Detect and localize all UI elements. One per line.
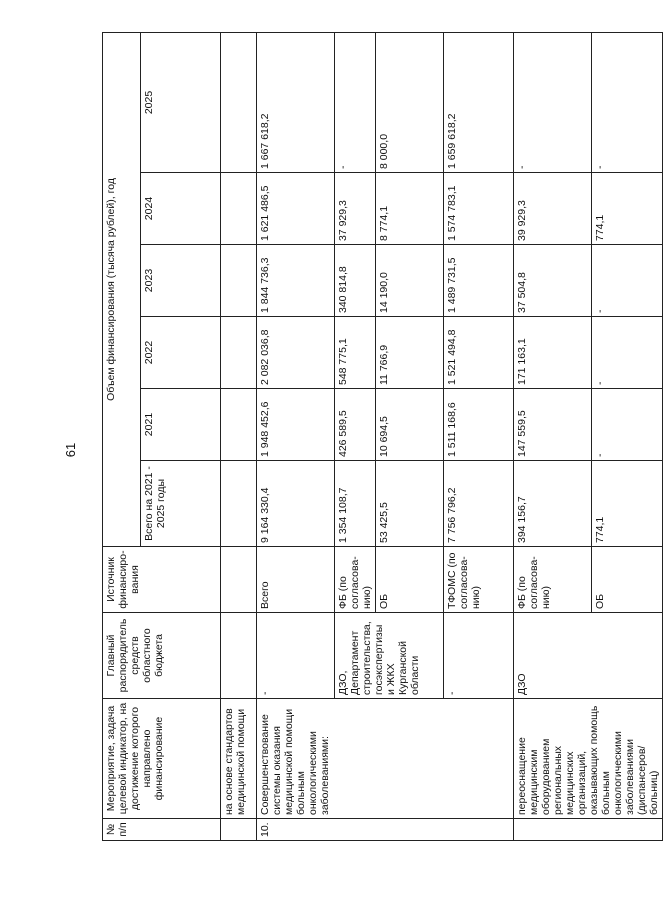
- rotated-page: [102, 33, 660, 841]
- value-cell: 2 082 036,8: [257, 317, 335, 389]
- col-year-2024: 2024: [141, 173, 221, 245]
- value-cell: 774,1: [592, 173, 663, 245]
- source-cell: Всего: [257, 547, 335, 613]
- table-row: [221, 32, 257, 840]
- source-cell: ТФОМС (по согласова-нию): [444, 547, 514, 613]
- value-cell: 1 521 494,8: [444, 317, 514, 389]
- value-cell: 147 559,5: [514, 389, 592, 461]
- value-cell: [221, 389, 257, 461]
- source-cell: ОБ: [376, 547, 444, 613]
- value-cell: 1 489 731,5: [444, 245, 514, 317]
- measure-cell: на основе стандартов медицинской помощи: [221, 699, 257, 819]
- num-cell: [221, 819, 257, 841]
- admin-cell: ДЗО, Департамент строительства, госэкспертизы и ЖКХ Курганской области: [335, 613, 444, 699]
- source-cell: ФБ (по согласова-нию): [335, 547, 376, 613]
- admin-cell: -: [444, 613, 514, 699]
- value-cell: 8 774,1: [376, 173, 444, 245]
- total-cell: 9 164 330,4: [257, 461, 335, 547]
- financing-table: [102, 32, 663, 841]
- col-year-2025: 2025: [141, 32, 221, 172]
- value-cell: 14 190,0: [376, 245, 444, 317]
- col-total-header: Всего на 2021 - 2025 годы: [141, 461, 221, 547]
- admin-cell: ДЗО: [514, 613, 663, 699]
- num-cell: 10.: [257, 819, 514, 841]
- source-cell: [221, 547, 257, 613]
- value-cell: [221, 32, 257, 172]
- col-volume-header: Объем финансирования (тысяча рублей), год: [103, 32, 141, 546]
- measure-cell: переоснащение медицинским оборудованием региональных медицинских организаций, оказывающих помощь больным онкологическими заболеваниями (диспансеров/ больниц): [514, 699, 663, 819]
- value-cell: [221, 317, 257, 389]
- value-cell: 39 929,3: [514, 173, 592, 245]
- value-cell: 1 667 618,2: [257, 32, 335, 172]
- col-measure-header: Мероприятие, задача целевой индикатор, на достижение которого направлено финансирование: [103, 699, 221, 819]
- measure-cell: Совершенствование системы оказания медицинской помощи больным онкологическими заболеваниями:: [257, 699, 514, 819]
- value-cell: -: [335, 32, 376, 172]
- value-cell: 11 766,9: [376, 317, 444, 389]
- col-source-header: Источник финансиро-вания: [103, 547, 221, 613]
- value-cell: 1 844 736,3: [257, 245, 335, 317]
- admin-cell: -: [257, 613, 335, 699]
- num-cell: [514, 819, 663, 841]
- value-cell: 1 511 168,6: [444, 389, 514, 461]
- value-cell: 10 694,5: [376, 389, 444, 461]
- total-cell: 53 425,5: [376, 461, 444, 547]
- value-cell: -: [514, 32, 592, 172]
- value-cell: 37 504,8: [514, 245, 592, 317]
- table-row: [514, 32, 592, 840]
- value-cell: 1 948 452,6: [257, 389, 335, 461]
- source-cell: ОБ: [592, 547, 663, 613]
- value-cell: [221, 461, 257, 547]
- value-cell: 1 621 486,5: [257, 173, 335, 245]
- value-cell: 37 929,3: [335, 173, 376, 245]
- admin-cell: [221, 613, 257, 699]
- table-row: [257, 32, 335, 840]
- col-year-2021: 2021: [141, 389, 221, 461]
- total-cell: 1 354 108,7: [335, 461, 376, 547]
- col-year-2023: 2023: [141, 245, 221, 317]
- value-cell: -: [592, 389, 663, 461]
- total-cell: 7 756 796,2: [444, 461, 514, 547]
- col-admin-header: Главный распорядитель средств областного бюджета: [103, 613, 221, 699]
- value-cell: 548 775,1: [335, 317, 376, 389]
- value-cell: 8 000,0: [376, 32, 444, 172]
- value-cell: 171 163,1: [514, 317, 592, 389]
- col-year-2022: 2022: [141, 317, 221, 389]
- value-cell: [221, 245, 257, 317]
- total-cell: 394 156,7: [514, 461, 592, 547]
- value-cell: 340 814,8: [335, 245, 376, 317]
- total-cell: 774,1: [592, 461, 663, 547]
- value-cell: 1 574 783,1: [444, 173, 514, 245]
- header-row-1: [103, 32, 141, 840]
- value-cell: -: [592, 245, 663, 317]
- page-number: 61: [63, 442, 78, 458]
- value-cell: -: [592, 317, 663, 389]
- value-cell: [221, 173, 257, 245]
- col-num-header: № п/п: [103, 819, 221, 841]
- value-cell: -: [592, 32, 663, 172]
- source-cell: ФБ (по согласова-нию): [514, 547, 592, 613]
- value-cell: 426 589,5: [335, 389, 376, 461]
- value-cell: 1 659 618,2: [444, 32, 514, 172]
